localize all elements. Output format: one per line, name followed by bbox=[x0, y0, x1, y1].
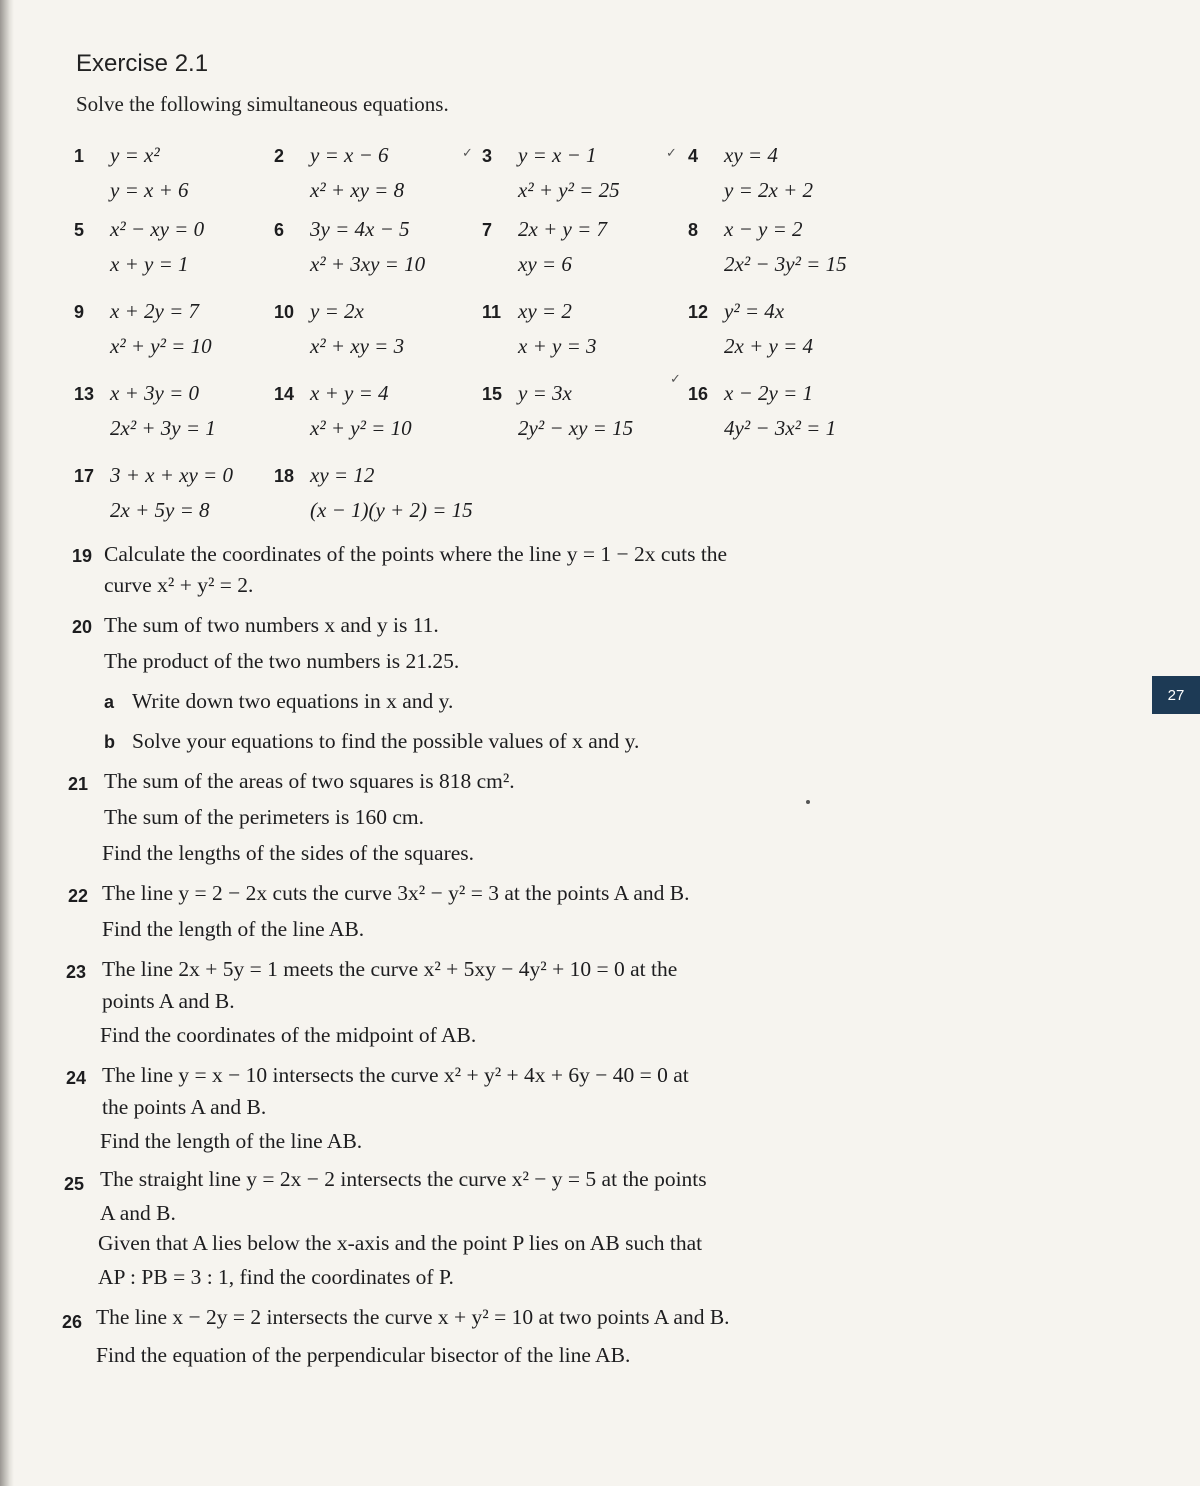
question-number-19: 19 bbox=[72, 546, 93, 566]
question-20-line-1: The sum of two numbers x and y is 11. bbox=[104, 613, 439, 637]
question-20-part-a: Write down two equations in x and y. bbox=[132, 689, 454, 713]
question-23-line-1: The line 2x + 5y = 1 meets the curve x² + 5xy − 4y² + 10 = 0 at the bbox=[102, 957, 678, 981]
question-25-line-1: The straight line y = 2x − 2 intersects the curve x² − y = 5 at the points bbox=[100, 1167, 707, 1191]
equation-2: 2x + y = 4 bbox=[724, 334, 813, 358]
question-number: 1 bbox=[74, 146, 85, 166]
question-25-line-4: AP : PB = 3 : 1, find the coordinates of P. bbox=[98, 1265, 454, 1289]
question-number: 4 bbox=[688, 146, 699, 166]
equation-2: (x − 1)(y + 2) = 15 bbox=[310, 498, 473, 522]
question-22-line-1: The line y = 2 − 2x cuts the curve 3x² − y² = 3 at the points A and B. bbox=[102, 881, 690, 905]
question-number: 2 bbox=[274, 146, 285, 166]
equation-1: y = x² bbox=[110, 143, 160, 167]
equation-1: 3 + x + xy = 0 bbox=[110, 463, 233, 487]
equation-2: x + y = 1 bbox=[110, 252, 189, 276]
question-number: 5 bbox=[74, 220, 85, 240]
equation-1: xy = 12 bbox=[310, 463, 375, 487]
equation-1: x − 2y = 1 bbox=[724, 381, 813, 405]
equation-2: x² + y² = 10 bbox=[310, 416, 412, 440]
question-25-line-3: Given that A lies below the x-axis and the point P lies on AB such that bbox=[98, 1231, 703, 1255]
question-26-line-2: Find the equation of the perpendicular bisector of the line AB. bbox=[96, 1343, 631, 1367]
question-number-21: 21 bbox=[68, 774, 89, 794]
check-mark-icon: ✓ bbox=[670, 372, 681, 387]
equation-1: 3y = 4x − 5 bbox=[310, 217, 410, 241]
question-number: 10 bbox=[274, 302, 295, 322]
equation-2: x² + y² = 25 bbox=[518, 178, 620, 202]
question-number: 14 bbox=[274, 384, 295, 404]
question-24-line-1: The line y = x − 10 intersects the curve x² + y² + 4x + 6y − 40 = 0 at bbox=[102, 1063, 689, 1087]
check-mark-icon: ✓ bbox=[666, 146, 677, 161]
question-23-line-3: Find the coordinates of the midpoint of AB. bbox=[100, 1023, 477, 1047]
question-20-line-2: The product of the two numbers is 21.25. bbox=[104, 649, 460, 673]
equation-2: 2x + 5y = 8 bbox=[110, 498, 210, 522]
question-23-line-2: points A and B. bbox=[102, 989, 235, 1013]
question-19-line-1: Calculate the coordinates of the points where the line y = 1 − 2x cuts the bbox=[104, 542, 728, 566]
question-number-26: 26 bbox=[62, 1312, 83, 1332]
question-number-22: 22 bbox=[68, 886, 89, 906]
question-number: 17 bbox=[74, 466, 95, 486]
question-number: 13 bbox=[74, 384, 95, 404]
equation-2: xy = 6 bbox=[518, 252, 572, 276]
equation-2: 2x² − 3y² = 15 bbox=[724, 252, 847, 276]
equation-2: 4y² − 3x² = 1 bbox=[724, 416, 837, 440]
question-number: 7 bbox=[482, 220, 493, 240]
question-25-line-2: A and B. bbox=[100, 1201, 176, 1225]
page-edge-shadow bbox=[0, 0, 14, 1486]
question-21-line-3: Find the lengths of the sides of the squares. bbox=[102, 841, 475, 865]
equation-1: 2x + y = 7 bbox=[518, 217, 607, 241]
question-24-line-3: Find the length of the line AB. bbox=[100, 1129, 363, 1153]
question-number: 6 bbox=[274, 220, 285, 240]
question-number: 16 bbox=[688, 384, 709, 404]
equation-1: y = x − 6 bbox=[310, 143, 389, 167]
question-number: 18 bbox=[274, 466, 295, 486]
question-number-25: 25 bbox=[64, 1174, 85, 1194]
equation-1: y = 3x bbox=[518, 381, 572, 405]
equation-2: x² + xy = 8 bbox=[310, 178, 405, 202]
question-20-part-b: Solve your equations to find the possible values of x and y. bbox=[132, 729, 640, 753]
equation-1: x² − xy = 0 bbox=[110, 217, 205, 241]
question-number: 9 bbox=[74, 302, 85, 322]
question-number: 12 bbox=[688, 302, 709, 322]
part-a-label: a bbox=[104, 692, 115, 712]
equation-1: x + 2y = 7 bbox=[110, 299, 199, 323]
exercise-instruction: Solve the following simultaneous equations. bbox=[76, 92, 449, 116]
question-number: 8 bbox=[688, 220, 699, 240]
equation-2: 2y² − xy = 15 bbox=[518, 416, 634, 440]
equation-2: x² + 3xy = 10 bbox=[310, 252, 426, 276]
page-number-tab: 27 bbox=[1152, 676, 1200, 714]
equation-1: y = 2x bbox=[310, 299, 364, 323]
question-number: 11 bbox=[482, 302, 502, 322]
question-number: 15 bbox=[482, 384, 503, 404]
check-mark-icon: ✓ bbox=[462, 146, 473, 161]
equation-1: x − y = 2 bbox=[724, 217, 803, 241]
equation-1: x + y = 4 bbox=[310, 381, 389, 405]
question-21-line-2: The sum of the perimeters is 160 cm. bbox=[104, 805, 425, 829]
equation-2: y = 2x + 2 bbox=[724, 178, 813, 202]
equation-2: y = x + 6 bbox=[110, 178, 189, 202]
question-number-23: 23 bbox=[66, 962, 87, 982]
question-26-line-1: The line x − 2y = 2 intersects the curve x + y² = 10 at two points A and B. bbox=[96, 1305, 730, 1329]
equation-1: xy = 2 bbox=[518, 299, 572, 323]
question-21-line-1: The sum of the areas of two squares is 818 cm². bbox=[104, 769, 515, 793]
equation-2: x² + xy = 3 bbox=[310, 334, 405, 358]
question-number-24: 24 bbox=[66, 1068, 87, 1088]
stray-mark bbox=[806, 800, 810, 804]
question-number-20: 20 bbox=[72, 617, 93, 637]
equation-1: y² = 4x bbox=[724, 299, 785, 323]
question-22-line-2: Find the length of the line AB. bbox=[102, 917, 365, 941]
equation-1: xy = 4 bbox=[724, 143, 778, 167]
question-number: 3 bbox=[482, 146, 493, 166]
equation-1: x + 3y = 0 bbox=[110, 381, 199, 405]
exercise-title: Exercise 2.1 bbox=[76, 50, 209, 77]
question-19-line-2: curve x² + y² = 2. bbox=[104, 573, 254, 597]
part-b-label: b bbox=[104, 732, 115, 752]
equation-1: y = x − 1 bbox=[518, 143, 597, 167]
question-24-line-2: the points A and B. bbox=[102, 1095, 267, 1119]
equation-2: 2x² + 3y = 1 bbox=[110, 416, 216, 440]
equation-2: x² + y² = 10 bbox=[110, 334, 212, 358]
equation-2: x + y = 3 bbox=[518, 334, 597, 358]
